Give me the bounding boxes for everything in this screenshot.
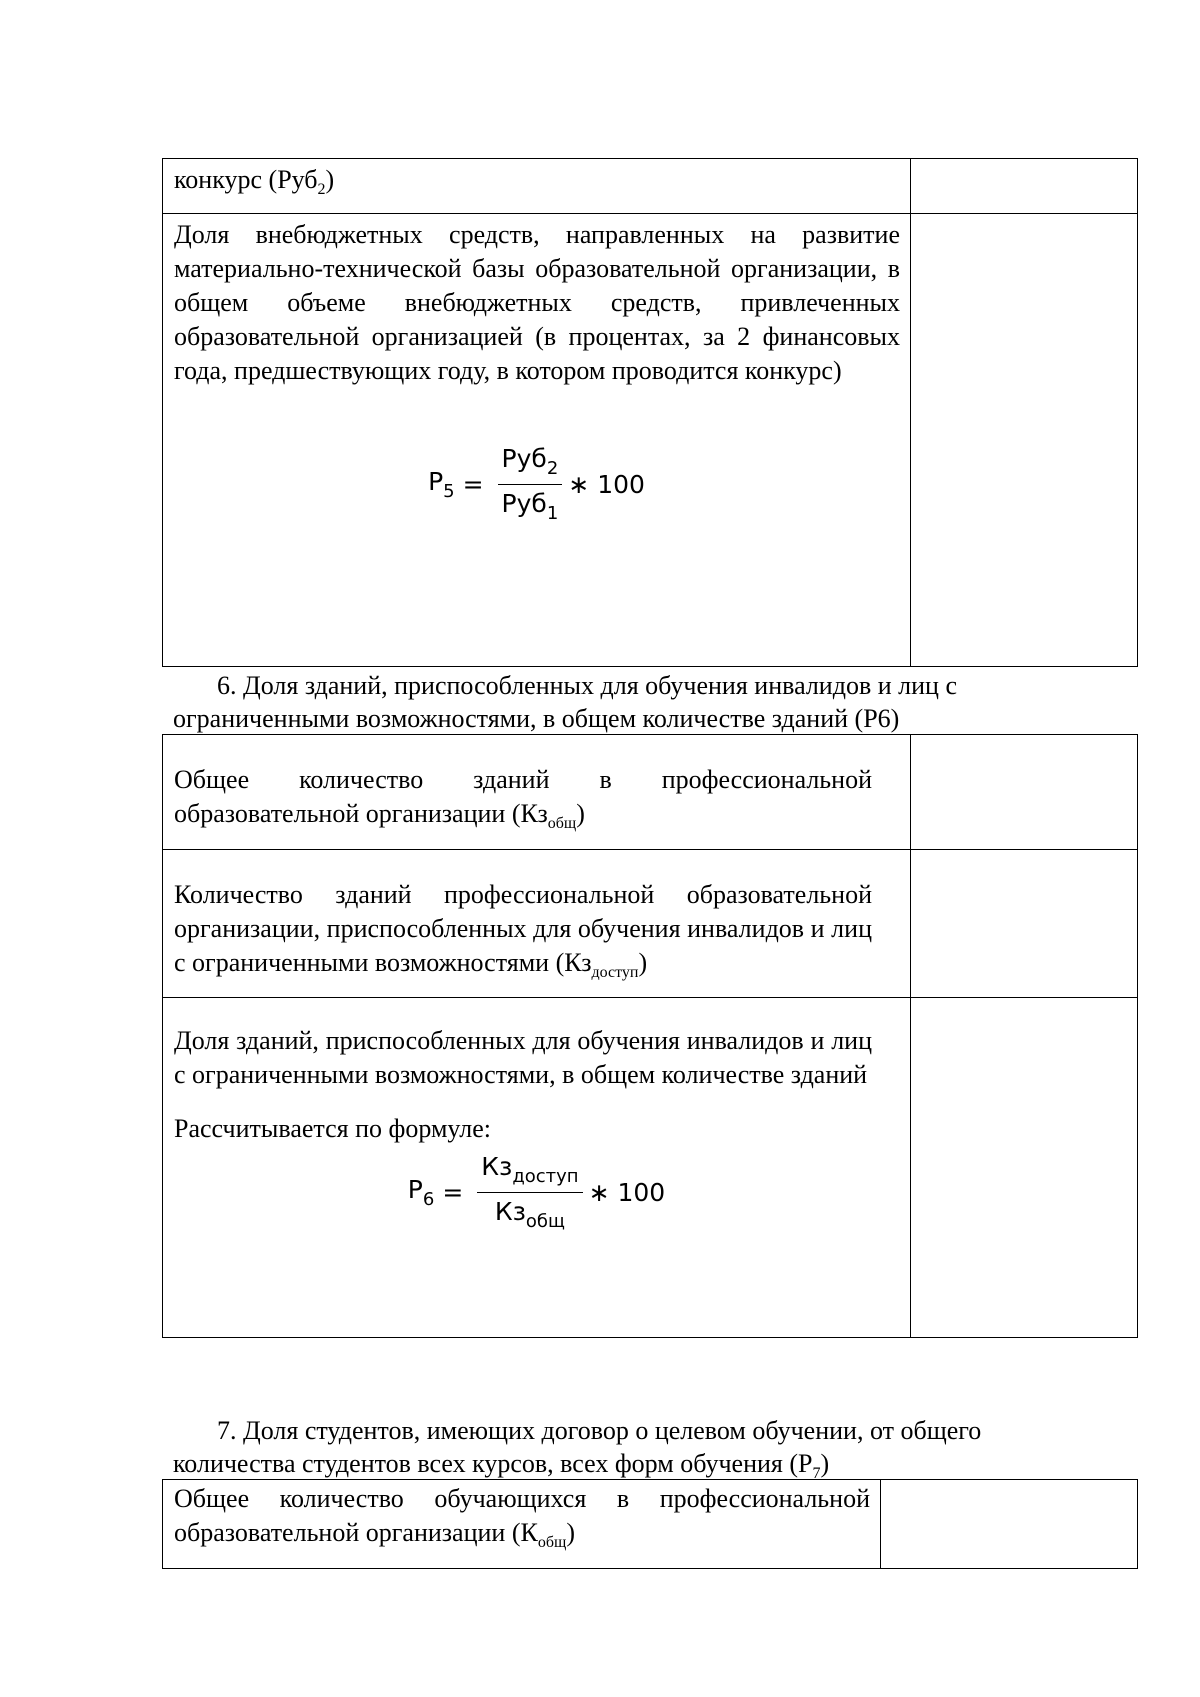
row-label: Общее количество обучающихся в профессиональной образовательной организации $(К_{общ})$	[174, 1484, 870, 1551]
formula-numerator: Руб$_2$	[498, 444, 563, 485]
section-6-heading	[173, 669, 1073, 735]
section-6-line-2: ограниченными возможностями, в общем количестве зданий (Р6)	[173, 704, 900, 733]
table-row	[163, 998, 1138, 1338]
formula-numerator: $Кз_{доступ}$	[477, 1152, 582, 1193]
formula-lhs: $Р_5$	[428, 466, 455, 502]
table-row	[163, 214, 1138, 667]
formula-denominator: Руб$_1$	[501, 489, 559, 524]
table-cell-label	[163, 214, 911, 667]
section-7-line-2: количества студентов всех курсов, всех форм обучения $(Р_7)$	[173, 1449, 830, 1482]
formula-multiplier: ∗ 100	[588, 1177, 666, 1207]
table-cell-value[interactable]	[911, 998, 1138, 1338]
table-cell-value[interactable]	[911, 214, 1138, 667]
indicator-table-7	[162, 1479, 1138, 1569]
row-description: Доля внебюджетных средств, направленных на развитие материально-технической базы образовательной организации, в общем объеме внебюджетных средств, привлеченных образовательной организацией (в процентах, за 2 финансовых года, предшествующих году, в котором проводится конкурс)	[174, 220, 900, 385]
formula-p5	[163, 444, 910, 524]
formula-lhs: $Р_6$	[407, 1174, 435, 1210]
formula-fraction	[477, 1152, 582, 1232]
table-row	[163, 1480, 1138, 1569]
formula-p6	[163, 1152, 910, 1232]
formula-denominator: $Кз_{общ}$	[494, 1197, 565, 1232]
row-label: Общее количество зданий в профессиональной образовательной организации $(Кз_{общ})$	[174, 765, 872, 832]
table-cell-value[interactable]	[911, 850, 1138, 998]
table-cell-value[interactable]	[911, 159, 1138, 214]
table-cell-label	[163, 159, 911, 214]
table-cell-value[interactable]	[881, 1480, 1138, 1569]
row-label: Количество зданий профессиональной образовательной организации, приспособленных для обучения инвалидов и лиц с ограниченными возможностями $(Кз_{доступ})$	[174, 880, 872, 981]
formula-equals: =	[462, 469, 484, 499]
formula-multiplier: ∗ 100	[568, 469, 645, 499]
indicator-table-5	[162, 158, 1138, 667]
table-row	[163, 159, 1138, 214]
section-6-line-1: 6. Доля зданий, приспособленных для обучения инвалидов и лиц с	[217, 671, 957, 700]
row-description: Доля зданий, приспособленных для обучения инвалидов и лиц с ограниченными возможностями, в общем количестве зданий	[174, 1026, 872, 1089]
table-cell-label	[163, 850, 911, 998]
formula-intro: Рассчитывается по формуле:	[174, 1114, 491, 1143]
table-cell-label	[163, 1480, 881, 1569]
table-row	[163, 735, 1138, 850]
table-row	[163, 850, 1138, 998]
table-cell-label	[163, 735, 911, 850]
table-cell-value[interactable]	[911, 735, 1138, 850]
indicator-table-6	[162, 734, 1138, 1338]
section-7-line-1: 7. Доля студентов, имеющих договор о целевом обучении, от общего	[217, 1416, 982, 1445]
formula-equals: =	[442, 1177, 464, 1207]
row-label: конкурс (Руб$_2$)	[174, 165, 335, 198]
table-cell-label	[163, 998, 911, 1338]
formula-fraction	[498, 444, 563, 524]
